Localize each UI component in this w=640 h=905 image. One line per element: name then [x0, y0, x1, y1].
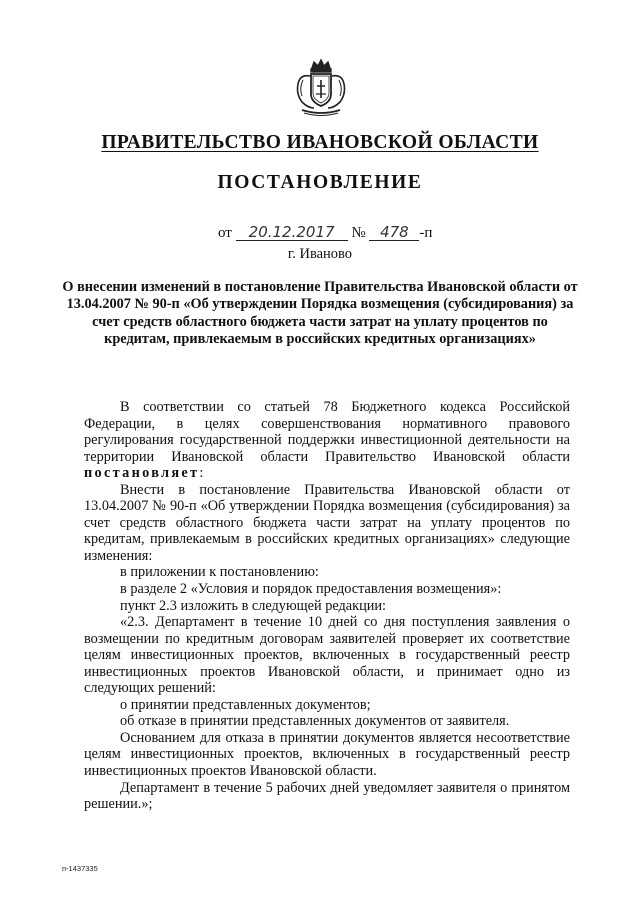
date-number-line	[218, 225, 432, 242]
body-paragraph: пункт 2.3 изложить в следующей редакции:	[120, 597, 387, 614]
body-paragraph: «2.3. Департамент в течение 10 дней со дня поступления заявления о возмещении по кредитным договорам заявителей проверяет их соответствие целям инвестиционных проектов, включенных в государственный реестр инвестиционных проектов Ивановской области, и принимает одно из следующих решений:	[84, 614, 570, 697]
government-title: ПРАВИТЕЛЬСТВО ИВАНОВСКОЙ ОБЛАСТИ	[101, 132, 539, 153]
body-paragraph: в разделе 2 «Условия и порядок предоставления возмещения»:	[120, 581, 502, 598]
number-suffix: -п	[419, 225, 433, 241]
decree-keyword: постановляет	[84, 465, 200, 482]
body-paragraph: Департамент в течение 5 рабочих дней уведомляет заявителя о принятом решении.»;	[84, 779, 570, 813]
city-name: г. Иваново	[287, 246, 353, 262]
footer-document-code: п-1437335	[62, 864, 98, 873]
number-prefix: №	[351, 225, 366, 241]
body-paragraph: Основанием для отказа в принятии документов является несоответствие целям инвестиционных проектов, включенных в государственный реестр инвестиционных проектов Ивановской области.	[84, 729, 570, 780]
body-paragraph: о принятии представленных документов;	[120, 696, 371, 713]
coat-of-arms-emblem	[290, 58, 352, 118]
date-prefix: от	[218, 225, 232, 241]
document-subject: О внесении изменений в постановление Правительства Ивановской области от 13.04.2007 № 90-п «Об утверждении Порядка возмещения (субсидирования) за счет средств областного бюджета части затрат на уплату процентов по кредитам, привлекаемым в российских кредитных организациях»	[62, 279, 578, 348]
body-paragraph: В соответствии со статьей 78 Бюджетного кодекса Российской Федерации, в целях совершенствования нормативного правового регулирования государственной поддержки инвестиционной деятельности на территории Ивановской области Правительство Ивановской области постановляет:	[84, 399, 570, 482]
document-type-title: ПОСТАНОВЛЕНИЕ	[217, 172, 423, 193]
handwritten-number: 478	[369, 225, 419, 241]
document-body	[84, 399, 570, 813]
body-paragraph: в приложении к постановлению:	[120, 564, 319, 581]
body-paragraph: Внести в постановление Правительства Ивановской области от 13.04.2007 № 90-п «Об утверждении Порядка возмещения (субсидирования) за счет средств областного бюджета части затрат на уплату процентов по кредитам, привлекаемым в российских кредитных организациях» следующие изменения:	[84, 481, 570, 564]
handwritten-date: 20.12.2017	[236, 225, 348, 241]
body-paragraph: об отказе в принятии представленных документов от заявителя.	[120, 713, 510, 730]
